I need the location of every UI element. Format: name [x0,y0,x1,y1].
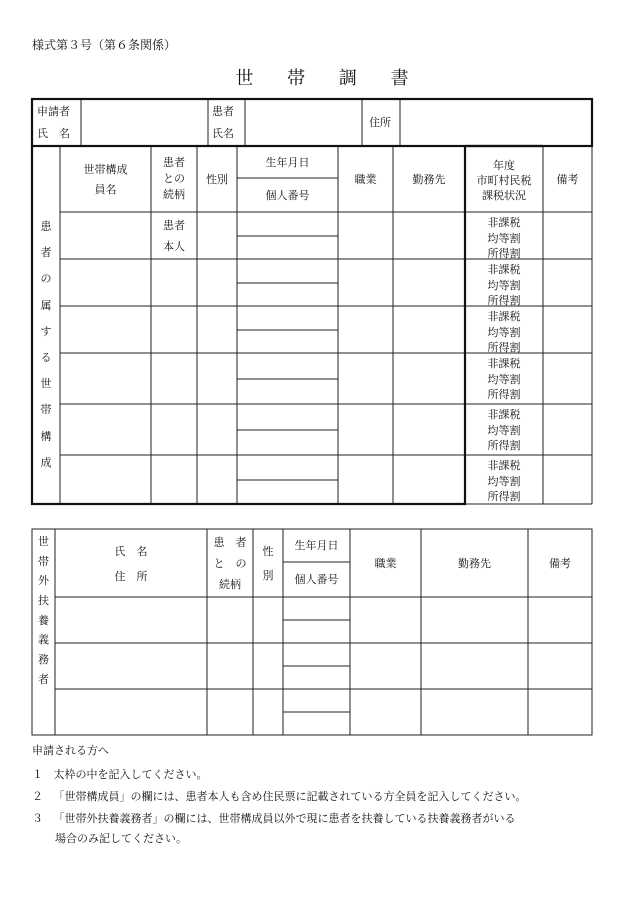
tax-header-2: 市町村民税 [476,174,532,187]
notes-heading: 申請される方へ [32,744,109,757]
tax-options[interactable]: 非課税 均等割 所得割 [487,310,521,354]
remarks-header: 備考 [556,173,579,186]
note-item-3-continued: 場合のみ記してください。 [55,832,187,845]
dependent-name-header: 氏 名 [114,545,148,558]
dep-relation-header-2: と の [213,557,247,570]
relation-header-2: との [163,172,185,185]
dep-occupation-header: 職業 [374,557,397,570]
form-number: 様式第３号（第６条関係） [32,38,177,52]
dep-relation-header-3: 続柄 [219,578,241,591]
address-field[interactable] [401,100,591,145]
document-title: 世 帯 調 書 [235,68,423,89]
applicant-name-field[interactable] [82,100,207,145]
relation-header-3: 続柄 [163,188,185,201]
dep-workplace-header: 勤務先 [458,557,491,570]
tax-options[interactable]: 非課税 均等割 所得割 [487,459,521,503]
dependents-side-label: 世 帯 外 扶 養 義 務 者 [38,535,49,686]
tax-header-3: 課税状況 [482,189,526,202]
dep-sex-header-2: 別 [262,569,274,582]
patient-label: 患者 [212,105,234,118]
tax-options[interactable]: 非課税 均等割 所得割 [487,216,521,260]
tax-header-1: 年度 [493,159,515,172]
patient-name-field[interactable] [246,100,361,145]
tax-options[interactable]: 非課税 均等割 所得割 [487,263,521,307]
tax-options[interactable]: 非課税 均等割 所得割 [487,408,521,452]
birth-date-header: 生年月日 [265,156,310,169]
note-item-2: ２ 「世帯構成員」の欄には、患者本人も含め住民票に記載されている方全員を記入してください。 [32,790,527,803]
household-side-label: 患 者 の 属 す る 世 帯 構 成 [40,220,52,469]
applicant-name-label: 氏 名 [37,127,70,140]
dep-relation-header-1: 患 者 [213,536,247,549]
member-name-header-2: 員名 [94,183,117,196]
note-item-3: ３ 「世帯外扶養義務者」の欄には、世帯構成員以外で現に患者を扶養している扶養義務者がいる [32,812,516,825]
note-item-1: １ 太枠の中を記入してください。 [32,768,208,781]
dep-sex-header-1: 性 [262,545,274,558]
patient-self-label-1: 患者 [163,219,185,232]
sex-header: 性別 [206,173,228,186]
occupation-header: 職業 [354,173,377,186]
patient-self-label-2: 本人 [163,240,185,253]
relation-header-1: 患者 [163,156,185,169]
applicant-label: 申請者 [37,105,70,118]
personal-number-header: 個人番号 [265,189,310,202]
dep-remarks-header: 備考 [549,557,571,570]
dep-birth-date-header: 生年月日 [294,539,339,552]
dep-personal-number-header: 個人番号 [294,573,339,586]
dependent-address-header: 住 所 [114,570,148,583]
address-label: 住所 [369,116,391,129]
patient-name-label: 氏名 [212,127,234,140]
workplace-header: 勤務先 [412,173,446,186]
member-name-header: 世帯構成 [83,163,128,176]
tax-options[interactable]: 非課税 均等割 所得割 [487,357,521,401]
